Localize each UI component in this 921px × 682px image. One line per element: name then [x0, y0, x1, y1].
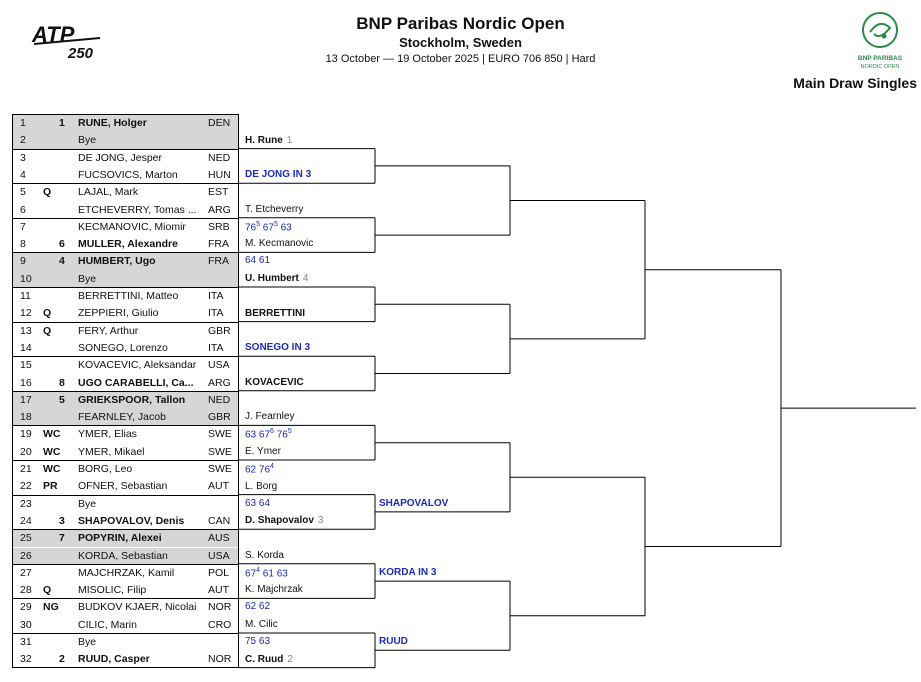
player-country: EST	[208, 186, 229, 199]
player-name: SONEGO, Lorenzo	[78, 341, 168, 354]
player-country: SWE	[208, 445, 232, 458]
entry-status: Q	[43, 186, 52, 199]
player-name: LAJAL, Mark	[78, 186, 139, 199]
round2-name: KOVACEVIC	[245, 376, 304, 388]
match-score: 62 $76^4$	[245, 463, 274, 476]
player-name: MAJCHRZAK, Kamil	[78, 566, 175, 579]
round2-player	[245, 619, 278, 630]
player-name: HUMBERT, Ugo	[78, 255, 156, 268]
player-country: ITA	[208, 290, 224, 302]
entry-number: 16	[20, 376, 32, 389]
player-name: FERY, Arthur	[78, 324, 139, 337]
player-country: GBR	[208, 324, 231, 337]
entry-number: 11	[20, 290, 31, 302]
entry-number: 32	[20, 653, 32, 666]
player-country: NED	[208, 151, 231, 164]
round2-player	[245, 377, 304, 388]
entry-seed: 7	[59, 532, 65, 545]
entry-number: 17	[20, 393, 32, 406]
player-name: BUDKOV KJAER, Nicolai	[78, 601, 197, 614]
player-name: ZEPPIERI, Giulio	[78, 307, 159, 320]
player-name: POPYRIN, Alexei	[78, 532, 162, 545]
player-name: CILIC, Marin	[78, 618, 137, 631]
svg-text:NORDIC OPEN: NORDIC OPEN	[860, 64, 900, 70]
entry-number: 12	[20, 307, 32, 320]
player-country: AUT	[208, 480, 229, 493]
player-country: AUS	[208, 532, 230, 545]
entry-number: 3	[20, 151, 26, 164]
player-name: RUUD, Casper	[78, 653, 150, 666]
entry-number: 5	[20, 186, 26, 199]
player-name: ETCHEVERRY, Tomas ...	[78, 203, 197, 216]
entry-seed: 5	[59, 393, 65, 406]
entry-status: WC	[43, 445, 61, 458]
entry-number: 7	[20, 220, 26, 233]
player-country: AUT	[208, 584, 229, 597]
entry-number: 6	[20, 203, 26, 216]
round2-name: S. Korda	[245, 549, 284, 561]
player-country: ITA	[208, 307, 224, 320]
player-name: Bye	[78, 272, 97, 285]
round3-result: KORDA IN 3	[379, 567, 437, 579]
entry-number: 8	[20, 238, 26, 251]
entry-status: NG	[43, 601, 59, 614]
round2-player	[245, 654, 293, 665]
svg-text:BNP PARIBAS: BNP PARIBAS	[857, 55, 903, 62]
entry-number: 23	[20, 497, 32, 510]
player-name: OFNER, Sebastian	[78, 480, 168, 493]
tournament-location: Stockholm, Sweden	[399, 35, 522, 50]
round2-player	[245, 169, 311, 180]
entry-number: 31	[20, 636, 32, 648]
player-name: BORG, Leo	[78, 463, 133, 475]
entry-number: 20	[20, 445, 32, 458]
entry-seed: 1	[59, 117, 65, 129]
player-name: SHAPOVALOV, Denis	[78, 514, 185, 527]
player-name: MULLER, Alexandre	[78, 238, 178, 251]
round2-player	[245, 550, 284, 561]
round2-player	[245, 204, 303, 215]
round3-result: RUUD	[379, 636, 408, 648]
match-score: $67^4$ 61 63	[245, 566, 288, 580]
player-name: KOVACEVIC, Aleksandar	[78, 359, 197, 372]
player-country: GBR	[208, 411, 231, 424]
round2-seed: 3	[317, 515, 324, 527]
round2-name: T. Etcheverry	[245, 203, 304, 215]
round2-name: DE JONG IN 3	[245, 169, 312, 181]
entry-seed: 6	[59, 238, 65, 251]
entry-seed: 4	[59, 255, 65, 268]
player-country: NOR	[208, 601, 232, 614]
player-name: Bye	[78, 497, 97, 510]
entry-status: Q	[43, 324, 52, 337]
round2-player	[245, 273, 308, 284]
match-score: 75 63	[245, 636, 271, 647]
draw-label: Main Draw Singles	[793, 75, 917, 91]
player-country: NED	[208, 393, 231, 406]
player-country: POL	[208, 566, 230, 579]
entry-seed: 2	[59, 653, 65, 666]
tournament-title: BNP Paribas Nordic Open	[356, 14, 565, 33]
player-name: DE JONG, Jesper	[78, 151, 163, 164]
round2-name: U. Humbert	[245, 273, 299, 284]
entry-number: 30	[20, 618, 32, 631]
entry-number: 24	[20, 514, 32, 527]
entry-number: 10	[20, 272, 32, 285]
entry-status: WC	[43, 463, 61, 475]
entry-status: PR	[43, 480, 58, 493]
match-score: $76^5$ $67^5$ 63	[245, 220, 292, 234]
player-country: DEN	[208, 117, 231, 129]
round2-player	[245, 238, 313, 249]
round2-player	[245, 446, 281, 457]
round3-result: SHAPOVALOV	[379, 497, 449, 509]
player-country: USA	[208, 549, 230, 562]
match-score: 64 61	[245, 255, 271, 267]
player-country: ARG	[208, 203, 231, 216]
round2-name: D. Shapovalov	[245, 515, 314, 527]
entry-number: 2	[20, 134, 26, 147]
player-country: SWE	[208, 428, 232, 441]
entry-seed: 8	[59, 376, 65, 389]
round2-player	[245, 308, 305, 319]
player-country: HUN	[208, 168, 231, 181]
player-name: YMER, Mikael	[78, 445, 145, 458]
match-score: 63 64	[245, 497, 271, 509]
entry-number: 13	[20, 324, 32, 337]
player-country: CAN	[208, 514, 231, 527]
player-name: MISOLIC, Filip	[78, 584, 147, 597]
player-name: KECMANOVIC, Miomir	[78, 220, 186, 233]
match-score: 63 $67^6$ $76^5$	[245, 428, 292, 441]
entry-number: 14	[20, 341, 32, 354]
player-country: SWE	[208, 463, 232, 475]
player-name: Bye	[78, 134, 97, 147]
player-country: SRB	[208, 220, 230, 233]
entry-number: 29	[20, 601, 32, 614]
player-country: ITA	[208, 341, 224, 354]
entry-number: 19	[20, 428, 32, 441]
entry-number: 26	[20, 549, 32, 562]
entry-status: Q	[43, 307, 52, 320]
entry-number: 15	[20, 359, 32, 372]
player-name: Bye	[78, 636, 97, 648]
player-name: KORDA, Sebastian	[78, 549, 168, 562]
entry-number: 1	[20, 117, 26, 129]
entry-number: 21	[20, 463, 32, 475]
round2-name: K. Majchrzak	[245, 584, 303, 596]
svg-text:250: 250	[68, 45, 94, 62]
round2-seed: 2	[287, 653, 293, 665]
entry-number: 18	[20, 411, 32, 424]
round2-name: M. Kecmanovic	[245, 238, 314, 250]
entry-number: 25	[20, 532, 32, 545]
player-country: ARG	[208, 376, 231, 389]
round2-seed: 1	[286, 134, 293, 146]
player-name: UGO CARABELLI, Ca...	[78, 376, 194, 389]
svg-text:ATP: ATP	[32, 22, 75, 47]
round2-name: J. Fearnley	[245, 411, 295, 423]
round2-name: M. Cilic	[245, 619, 278, 630]
player-name: FUCSOVICS, Marton	[78, 168, 178, 181]
player-name: BERRETTINI, Matteo	[78, 290, 179, 302]
player-country: CRO	[208, 618, 232, 631]
entry-number: 4	[20, 168, 26, 181]
entry-status: Q	[43, 584, 52, 597]
round2-player	[245, 135, 292, 146]
round2-name: BERRETTINI	[245, 307, 305, 319]
round2-name: C. Ruud	[245, 653, 284, 665]
round2-player	[245, 584, 303, 595]
player-name: GRIEKSPOOR, Tallon	[78, 393, 186, 406]
round2-player	[245, 515, 323, 526]
entry-number: 9	[20, 255, 26, 268]
player-country: USA	[208, 359, 230, 372]
round2-player	[245, 342, 310, 353]
player-name: YMER, Elias	[78, 428, 137, 441]
round2-name: E. Ymer	[245, 446, 281, 457]
round2-player	[245, 411, 294, 422]
entry-number: 22	[20, 480, 32, 493]
player-name: RUNE, Holger	[78, 117, 147, 129]
player-name: FEARNLEY, Jacob	[78, 411, 166, 424]
entry-number: 28	[20, 584, 32, 597]
player-country: FRA	[208, 238, 229, 251]
match-score: 62 62	[245, 601, 271, 613]
round2-seed: 4	[302, 273, 309, 284]
player-country: NOR	[208, 653, 232, 666]
entry-number: 27	[20, 566, 32, 579]
round2-name: L. Borg	[245, 480, 278, 492]
entry-seed: 3	[59, 514, 65, 527]
round2-player	[245, 481, 277, 492]
entry-status: WC	[43, 428, 61, 441]
round2-name: SONEGO IN 3	[245, 342, 311, 354]
round2-name: H. Rune	[245, 134, 283, 146]
tournament-info: 13 October — 19 October 2025 | EURO 706 850 | Hard	[325, 53, 596, 65]
player-country: FRA	[208, 255, 229, 268]
